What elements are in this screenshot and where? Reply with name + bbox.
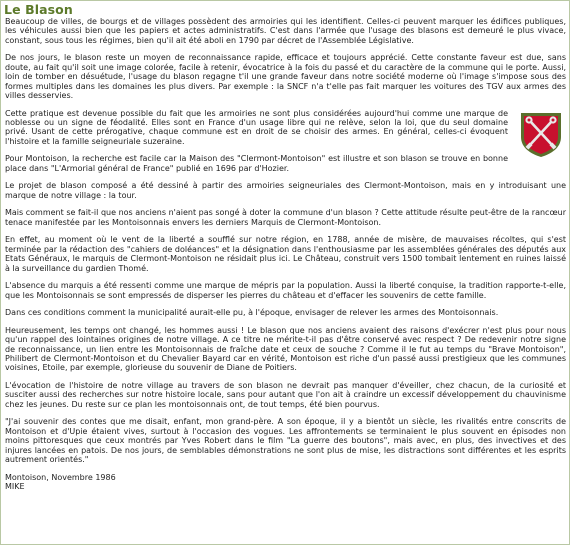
paragraph-project: Le projet de blason composé a été dessiné à partir des armoiries seigneuriales des Clermont-Montoison, mais en y introduisant une marque de notre village : la tour.: [5, 181, 566, 200]
paragraph-absence: L'absence du marquis a été ressenti comme une marque de mépris par la population. Aussi la liberté conquise, la tradition rapporte-t-elle, que les Montoisonnais se sont empressés de disperser les pierres du château et d'effacer les souvenirs de cette famille.: [5, 281, 566, 300]
paragraph-question: Mais comment se fait-il que nos anciens n'aient pas songé à doter la commune d'un blason ? Cette attitude résulte peut-être de la rancœur tenace manifestée par les Montoisonnais envers les derniers Marquis de Clermont-Montoison.: [5, 208, 566, 227]
crossed-keys-shield-icon: [518, 111, 564, 158]
paragraph-modern-use: De nos jours, le blason reste un moyen de reconnaissance rapide, efficace et toujours apprécié. Cette constante faveur est due, sans doute, au fait qu'il soit une image colorée, facile à retenir, évocatrice à la fois du passé et du caractère de la commune qui le porte. Aussi, loin de tomber en désuétude, l'usage du blason regagne t'il une grande faveur dans notre société moderne où l'image s'impose sous des formes multiples dans les domaines les plus divers. Par exemple : la SNCF n'a t'elle pas fait marquer les voitures des TGV aux armes des villes desservies.: [5, 53, 566, 101]
paragraph-montoison: Pour Montoison, la recherche est facile car la Maison des "Clermont-Montoison" est illustre et son blason se trouve en bonne place dans "L'Armorial général de France" publié en 1696 par d'Hozier.: [5, 154, 508, 173]
paragraph-history: En effet, au moment où le vent de la liberté a soufflé sur notre région, en 1788, année de misère, de mauvaises récoltes, qui s'est terminée par la rédaction des "cahiers de doléances" et la désignation dans l'enthousiasme par les assemblées générales des députés aux Etats Généraux, le marquis de Clermont-Montoison ne résidait plus ici. Le Château, construit vers 1500 tombait lentement en ruines laissé à la surveillance du gardien Thomé.: [5, 235, 566, 273]
signature-place-date: Montoison, Novembre 1986: [5, 472, 116, 482]
paragraph-intro: Beaucoup de villes, de bourgs et de villages possèdent des armoiries qui les identifient. Celles-ci peuvent marquer les édifices publiques, les véhicules aussi bien que les papiers et actes administratifs. C'est dans l'armée que l'usage des blasons est demeuré le plus vivace, constant, sous tous les régimes, bien qu'il ait été aboli en 1790 par décret de l'Assemblée Législative.: [5, 17, 566, 45]
signature-author: MIKE: [5, 482, 25, 492]
paragraph-practice: [5, 109, 566, 147]
paragraph-times-changed: Heureusement, les temps ont changé, les hommes aussi ! Le blason que nos anciens avaient des raisons d'exécrer n'est plus pour nous qu'un rappel des lointaines origines de notre village. A ce titre ne mérite-t-il pas d'être conservé avec respect ? De redevenir notre signe de reconnaissance, un lien entre les Montoisonnais de fraîche date et ceux de souche ? Comme il le fut au temps du "Brave Montoison", Philibert de Clermont-Montoison et du Chevalier Bayard car en vérité, Montoison est riche d'un passé aussi prestigieux que les communes voisines, Etoile, par exemple, glorieuse du souvenir de Diane de Poitiers.: [5, 325, 566, 373]
paragraph-evocation: L'évocation de l'histoire de notre village au travers de son blason ne devrait pas manquer d'éveiller, chez chacun, de la curiosité et susciter aussi des recherches sur notre histoire locale, sans pour autant que l'on ait à craindre un excessif développement du chauvinisme chez les jeunes. Du reste sur ce plan les montoisonnais ont, de tout temps, été bien pourvus.: [5, 381, 566, 409]
page-title: Le Blason: [4, 2, 73, 17]
paragraph-quote: "J'ai souvenir des contes que me disait, enfant, mon grand-père. A son époque, il y a bientôt un siècle, les rivalités entre conscrits de Montoison et d'Upie étaient vives, surtout à l'occasion des vogues. Les affrontements se terminaient le plus souvent en épisodes non moins pittoresques que ceux montrés par Yves Robert dans le film "La guerre des boutons", mais avec, en plus, des invectives et des injures lancées en patois. De nos jours, de semblables démonstrations ne sont plus de mise, les distractions sont différentes et les esprits autrement orientés.": [5, 417, 566, 465]
paragraph-practice-text: Cette pratique est devenue possible du fait que les armoiries ne sont plus considérées aujourd'hui comme une marque de noblesse ou un signe de féodalité. Elles sont en France d'un usage libre qui ne relève, selon la loi, que du seul domaine privé. Usant de cette prérogative, chaque commune est en droit de se choisir des armes. En général, celles-ci évoquent l'histoire et la famille seigneuriale suzeraine.: [5, 108, 508, 146]
article-body: [5, 17, 566, 492]
paragraph-conditions: Dans ces conditions comment la municipalité aurait-elle pu, à l'époque, envisager de relever les armes des Montoisonnais.: [5, 308, 499, 318]
